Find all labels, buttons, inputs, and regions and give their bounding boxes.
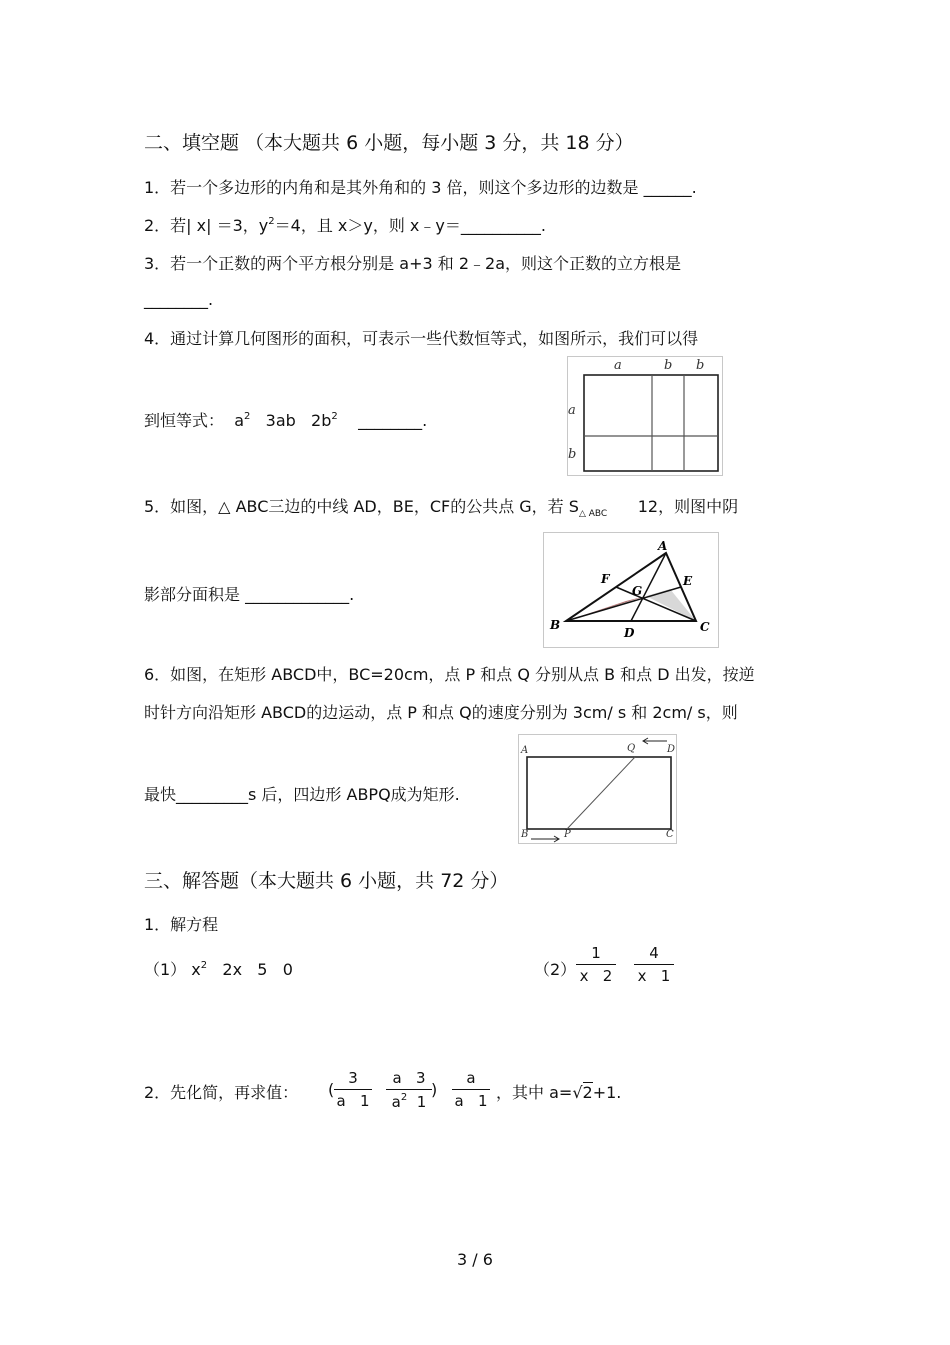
triangle-svg <box>544 533 718 647</box>
rectangle-motion-figure <box>518 734 677 844</box>
equation-1-exp: 2 <box>200 960 208 971</box>
label-C: C <box>700 620 710 634</box>
fraction-denominator: a 1 <box>454 1092 488 1110</box>
solve-equation-title: 1．解方程 <box>144 915 219 934</box>
outer-rect <box>584 375 718 471</box>
question-3-line2: ________. <box>144 290 214 309</box>
open-paren: ( <box>328 1080 335 1099</box>
label-top-a: a <box>614 358 622 373</box>
suffix-end: +1. <box>592 1083 622 1102</box>
question-4-exp2: 2 <box>331 411 338 422</box>
simplify-fraction-3 <box>452 1069 490 1110</box>
question-5-line2: 影部分面积是 _____________. <box>144 585 355 604</box>
simplify-question-suffix <box>496 1080 621 1103</box>
question-5-text-b: 12，则图中阴 <box>637 497 739 516</box>
den-rest: 1 <box>407 1093 427 1111</box>
den-exp: 2 <box>400 1092 408 1103</box>
rect-abcd <box>527 757 671 829</box>
label-C: C <box>666 829 674 840</box>
label-left-a: a <box>568 403 576 418</box>
page-number: 3 / 6 <box>457 1250 493 1269</box>
suffix-text: ，其中 a= <box>496 1083 573 1102</box>
fraction-denominator: a 1 <box>336 1092 370 1110</box>
label-B: B <box>521 829 529 840</box>
simplify-fraction-1 <box>334 1069 372 1110</box>
equation-2-label: （2） <box>534 960 577 979</box>
simplify-question-prefix: 2．先化简，再求值： <box>144 1083 299 1102</box>
label-top-b2: b <box>696 358 705 373</box>
label-P: P <box>564 829 571 840</box>
label-F: F <box>601 572 610 586</box>
question-4-line1: 4．通过计算几何图形的面积，可表示一些代数恒等式，如图所示，我们可以得 <box>144 329 699 348</box>
question-2 <box>144 213 546 236</box>
label-D: D <box>624 626 635 640</box>
fraction-numerator: 3 <box>348 1069 358 1087</box>
label-Q: Q <box>627 743 636 754</box>
question-5-text-a: 5．如图，△ ABC三边的中线 AD，BE，CF的公共点 G，若 S <box>144 497 579 516</box>
question-4-line2 <box>144 408 427 431</box>
question-4-prefix: 到恒等式： <box>144 411 225 430</box>
question-6-line3: 最快_________s 后，四边形 ABPQ成为矩形. <box>144 785 460 804</box>
fraction-bar <box>576 964 616 965</box>
equation-2-fraction-1 <box>576 944 616 985</box>
label-left-b: b <box>568 447 577 462</box>
section-title: 三、解答题（本大题共 6 小题，共 72 分） <box>144 870 509 892</box>
fraction-numerator: a <box>466 1069 476 1087</box>
label-A: A <box>521 745 529 756</box>
question-4-blank: ________. <box>358 411 428 430</box>
fraction-numerator: 1 <box>591 944 601 962</box>
label-G: G <box>632 584 643 598</box>
label-E: E <box>683 574 693 588</box>
fraction-bar <box>452 1089 490 1090</box>
equation-1-x: x <box>191 960 201 979</box>
label-D: D <box>667 744 676 755</box>
fraction-denominator: x 2 <box>579 967 613 985</box>
sqrt-radicand: 2 <box>582 1083 593 1102</box>
segment-pq <box>567 757 635 829</box>
fraction-denominator: x 1 <box>637 967 671 985</box>
fraction-bar <box>634 964 674 965</box>
question-2-text-b: ＝4，且 x＞y，则 x﹣y＝__________. <box>274 216 546 235</box>
fraction-denominator <box>386 1092 432 1111</box>
question-6-line2: 时针方向沿矩形 ABCD的边运动，点 P 和点 Q的速度分别为 3cm/ s 和 2cm/ s，则 <box>144 703 738 722</box>
question-1: 1．若一个多边形的内角和是其外角和的 3 倍，则这个多边形的边数是 ______. <box>144 178 697 197</box>
equation-1-label: （1） <box>144 960 187 979</box>
question-4-a: a <box>234 411 244 430</box>
area-rectangle-svg <box>568 357 722 475</box>
label-B: B <box>550 618 561 632</box>
fraction-numerator: a 3 <box>392 1069 426 1087</box>
fraction-bar <box>334 1089 372 1090</box>
question-4-exp1: 2 <box>244 411 251 422</box>
question-3-line1: 3．若一个正数的两个平方根分别是 a+3 和 2﹣2a，则这个正数的立方根是 <box>144 254 681 273</box>
question-5-subscript: △ ABC <box>578 509 608 520</box>
label-A: A <box>658 539 668 553</box>
sqrt-sign: √ <box>572 1083 583 1102</box>
question-2-text-a: 2．若| x| ＝3，y <box>144 216 269 235</box>
fraction-numerator: 4 <box>649 944 659 962</box>
question-4-mid: 3ab 2b <box>265 411 332 430</box>
question-2-exponent: 2 <box>268 216 275 227</box>
fraction-bar <box>386 1089 432 1090</box>
equation-2-fraction-2 <box>634 944 674 985</box>
triangle-figure <box>543 532 719 648</box>
question-5-line1 <box>144 494 738 519</box>
simplify-fraction-2 <box>386 1069 432 1111</box>
area-rectangle-figure <box>567 356 723 476</box>
equation-1-rest: 2x 5 0 <box>222 960 293 979</box>
label-top-b1: b <box>664 358 673 373</box>
rectangle-motion-svg <box>519 735 676 843</box>
section-title: 二、填空题 （本大题共 6 小题，每小题 3 分，共 18 分） <box>144 132 634 154</box>
den-a: a <box>391 1093 401 1111</box>
close-paren: ) <box>431 1080 438 1099</box>
equation-1 <box>144 957 293 980</box>
question-6-line1: 6．如图，在矩形 ABCD中，BC=20cm，点 P 和点 Q 分别从点 B 和点 D 出发，按逆 <box>144 665 755 684</box>
